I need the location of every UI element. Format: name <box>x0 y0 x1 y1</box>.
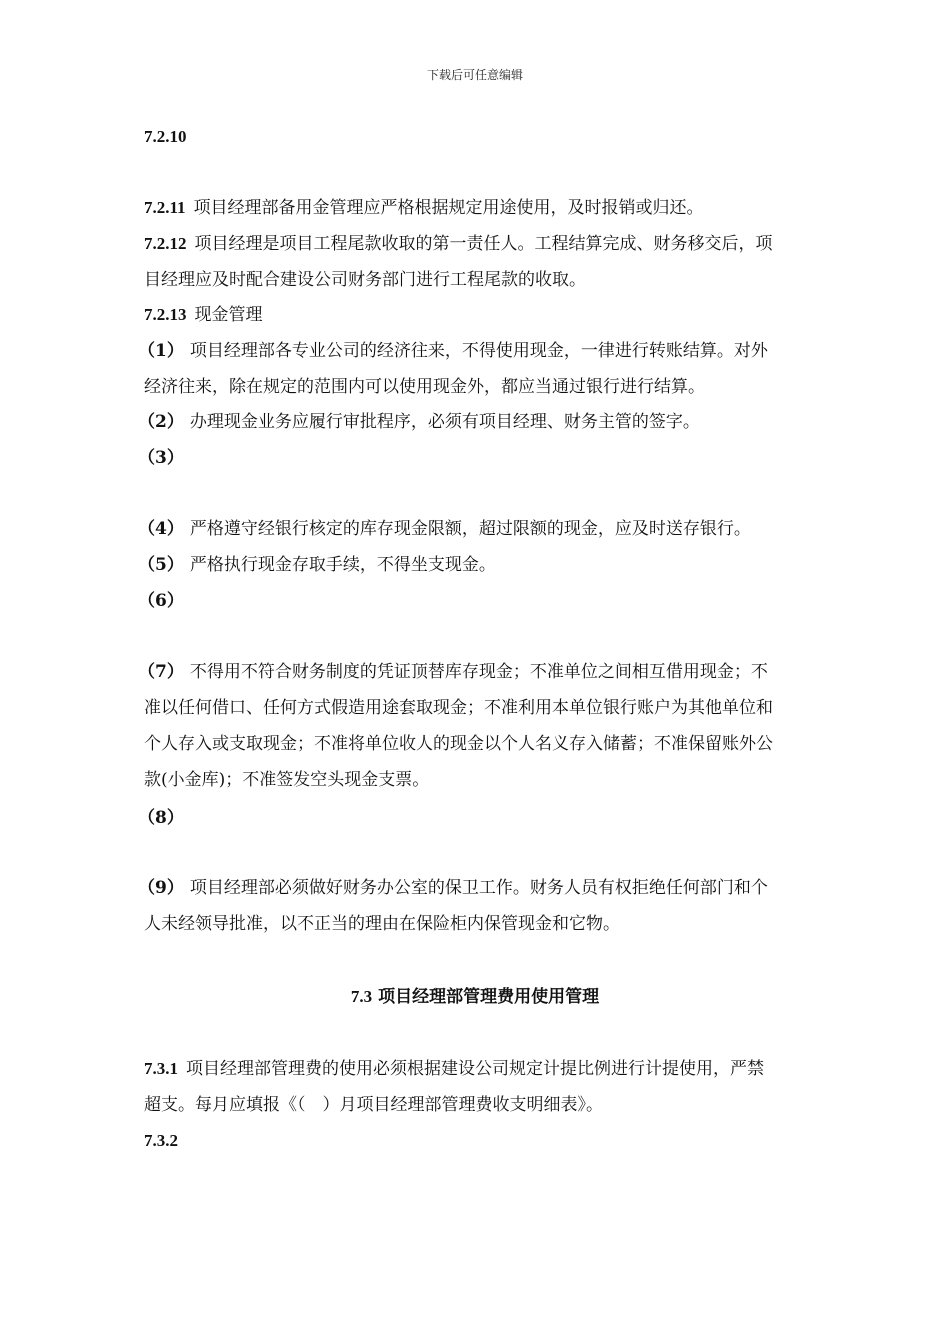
item-text: 人未经领导批准，以不正当的理由在保险柜内保管现金和它物。 <box>144 914 620 934</box>
clause-text: 项目经理部管理费的使用必须根据建设公司规定计提比例进行计提使用，严禁 <box>186 1059 764 1079</box>
item-text: 严格遵守经银行核定的库存现金限额，超过限额的现金，应及时送存银行。 <box>189 519 751 539</box>
clause-number: 7.2.11 <box>144 198 186 217</box>
clause-7-2-13 <box>144 297 860 333</box>
clause-text: 项目经理是项目工程尾款收取的第一责任人。工程结算完成、财务移交后，项 <box>194 234 773 254</box>
clause-text: 目经理应及时配合建设公司财务部门进行工程尾款的收取。 <box>144 270 586 290</box>
clause-7-2-11 <box>144 190 860 226</box>
item-number: （8） <box>138 808 184 828</box>
item-text: 款(小金库)；不准签发空头现金支票。 <box>144 770 430 790</box>
item-text: 项目经理部各专业公司的经济往来，不得使用现金，一律进行转账结算。对外 <box>189 341 768 361</box>
item-number: （7） <box>138 662 184 682</box>
item-5 <box>138 547 860 583</box>
item-number: （3） <box>138 448 184 468</box>
item-text: 个人存入或支取现金；不准将单位收人的现金以个人名义存入储蓄；不准保留账外公 <box>144 734 773 754</box>
clause-7-3-2 <box>144 1123 860 1159</box>
clause-text: 超支。每月应填报《（ ）月项目经理部管理费收支明细表》。 <box>144 1095 603 1115</box>
clause-number: 7.2.13 <box>144 305 187 324</box>
item-text: 准以任何借口、任何方式假造用途套取现金；不准利用本单位银行账户为其他单位和 <box>144 698 773 718</box>
page-header: 下载后可任意编辑 <box>426 68 523 82</box>
clause-number: 7.3.2 <box>144 1131 178 1150</box>
clause-text: 现金管理 <box>194 305 263 325</box>
section-title: 项目经理部管理费用使用管理 <box>378 987 600 1007</box>
item-3 <box>138 440 860 476</box>
item-7 <box>138 654 860 798</box>
clause-text: 项目经理部备用金管理应严格根据规定用途使用，及时报销或归还。 <box>193 198 704 218</box>
section-heading-7-3 <box>0 979 950 1015</box>
clause-7-2-12 <box>144 226 860 298</box>
section-number: 7.3 <box>350 987 373 1006</box>
item-1 <box>138 333 860 405</box>
item-text: 经济往来，除在规定的范围内可以使用现金外，都应当通过银行进行结算。 <box>144 377 705 397</box>
item-number: （9） <box>138 878 184 898</box>
clause-7-3-1 <box>144 1051 860 1123</box>
item-text: 严格执行现金存取手续，不得坐支现金。 <box>189 555 496 575</box>
item-number: （4） <box>138 519 184 539</box>
item-4 <box>138 511 860 547</box>
item-text: 不得用不符合财务制度的凭证顶替库存现金；不准单位之间相互借用现金；不 <box>189 662 768 682</box>
clause-7-2-10 <box>144 119 860 155</box>
item-9 <box>138 870 860 942</box>
item-number: （6） <box>138 591 184 611</box>
item-8 <box>138 800 860 836</box>
clause-number: 7.2.12 <box>144 234 187 253</box>
clause-number: 7.3.1 <box>144 1059 178 1078</box>
item-6 <box>138 583 860 619</box>
item-2 <box>138 404 860 440</box>
item-number: （2） <box>138 412 184 432</box>
item-text: 项目经理部必须做好财务办公室的保卫工作。财务人员有权拒绝任何部门和个 <box>189 878 768 898</box>
item-text: 办理现金业务应履行审批程序，必须有项目经理、财务主管的签字。 <box>189 412 700 432</box>
item-number: （5） <box>138 555 184 575</box>
item-number: （1） <box>138 341 184 361</box>
clause-number: 7.2.10 <box>144 127 187 146</box>
